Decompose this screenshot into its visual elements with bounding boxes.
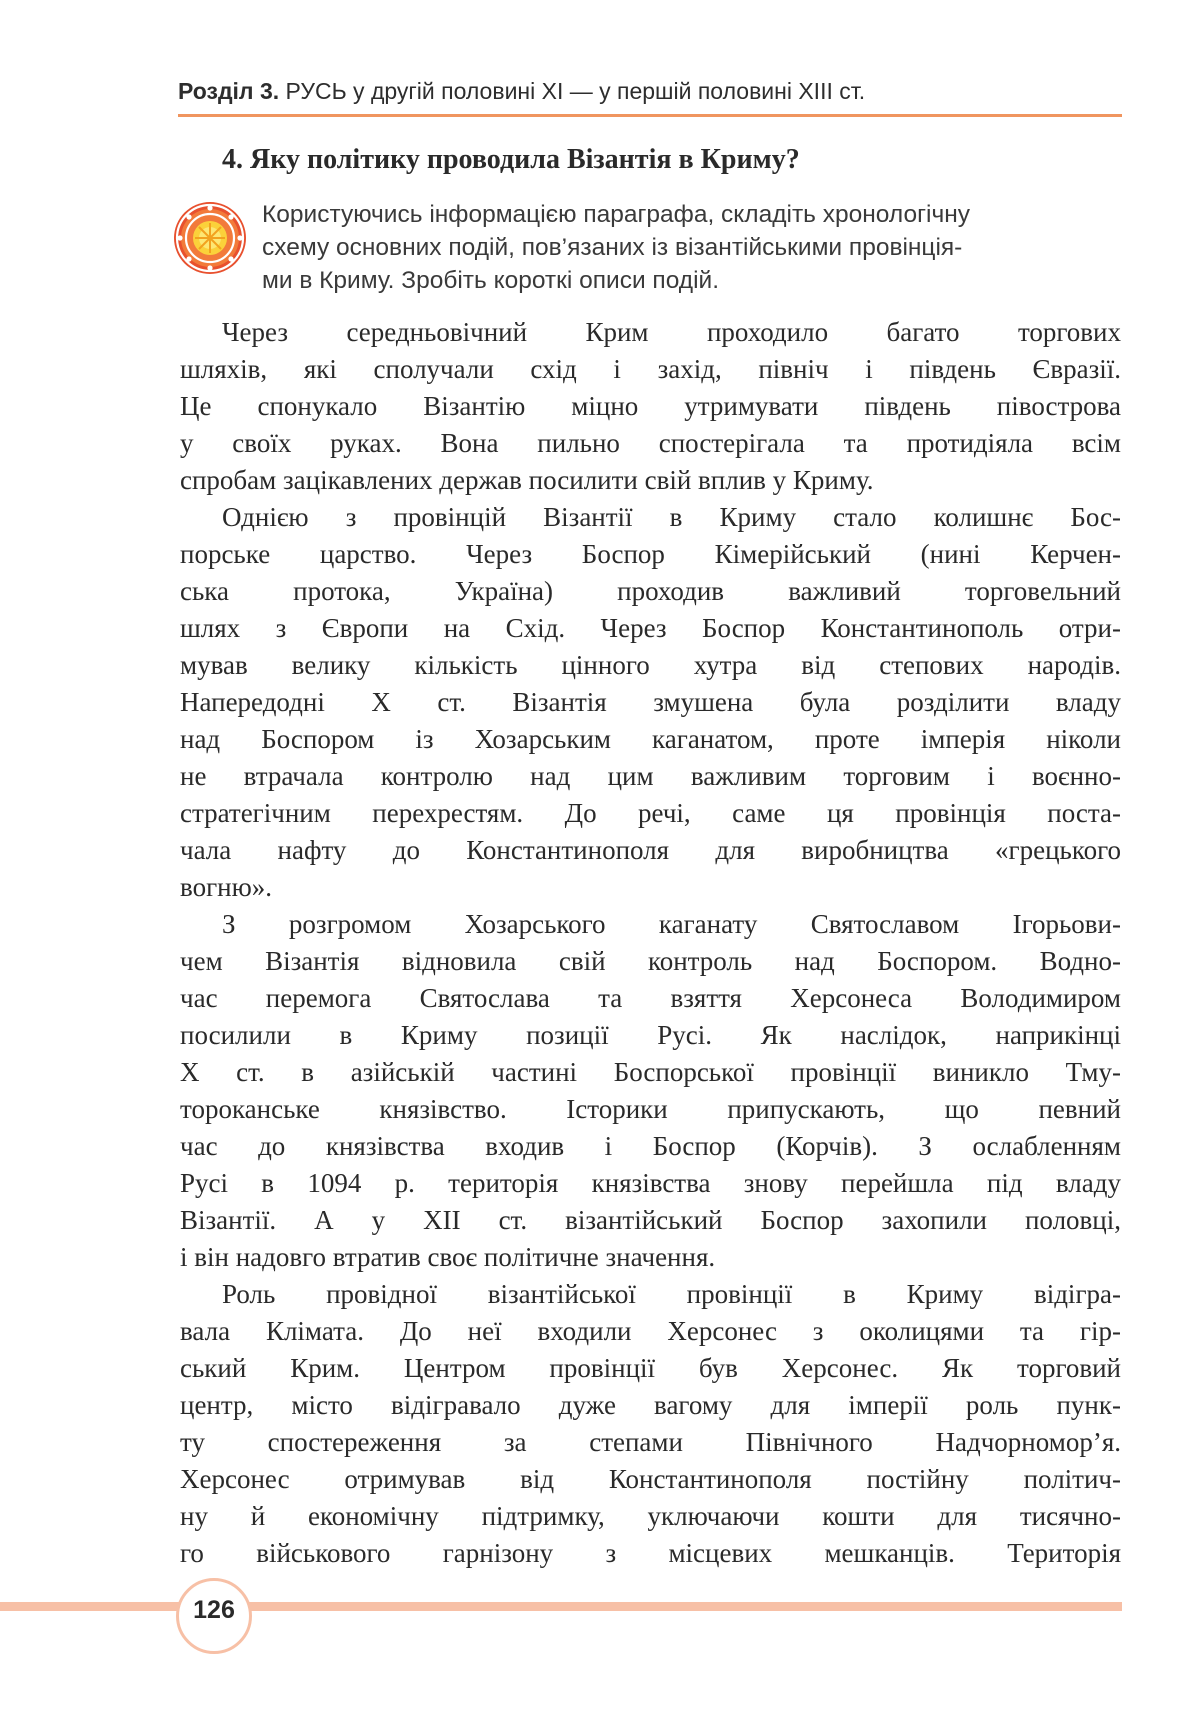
paragraph-line: шляхів, які сполучали схід і захід, північ і південь Євразії. <box>180 354 1121 384</box>
paragraph-line: го військового гарнізону з місцевих мешканців. Територія <box>180 1538 1121 1568</box>
paragraph-line: тороканське князівство. Історики припускають, що певний <box>180 1094 1121 1124</box>
running-head-title: РУСЬ у другій половині XI — у першій половині XIII ст. <box>285 78 866 104</box>
running-head <box>178 78 1118 105</box>
paragraph-line: ський Крим. Центром провінції був Херсонес. Як торговий <box>180 1353 1121 1383</box>
paragraph-line: Херсонес отримував від Константинополя постійну політич- <box>180 1464 1121 1494</box>
task-line: схему основних подій, пов’язаних із візантійськими провінція- <box>262 234 963 261</box>
paragraph-line: час до князівства входив і Боспор (Корчів). З ослабленням <box>180 1131 1121 1161</box>
paragraph-line: у своїх руках. Вона пильно спостерігала та протидіяла всім <box>180 428 1121 458</box>
paragraph-line: ту спостереження за степами Північного Надчорномор’я. <box>180 1427 1121 1457</box>
paragraph-line: чала нафту до Константинополя для виробництва «грецького <box>180 835 1121 865</box>
paragraph-line: Однією з провінцій Візантії в Криму стало колишнє Бос- <box>222 502 1121 532</box>
paragraph-line: Це спонукало Візантію міцно утримувати південь півострова <box>180 391 1121 421</box>
paragraph-line: Напередодні X ст. Візантія змушена була розділити владу <box>180 687 1121 717</box>
task-line: ми в Криму. Зробіть короткі описи подій. <box>262 267 720 294</box>
paragraph-line: не втрачала контролю над цим важливим торговим і воєнно- <box>180 761 1121 791</box>
paragraph-line: мував велику кількість цінного хутра від степових народів. <box>180 650 1121 680</box>
paragraph-line: шлях з Європи на Схід. Через Боспор Константинополь отри- <box>180 613 1121 643</box>
paragraph-line: час перемога Святослава та взяття Херсонеса Володимиром <box>180 983 1121 1013</box>
paragraph-line: З розгромом Хозарського каганату Святославом Ігорьови- <box>222 909 1121 939</box>
paragraph-line: порське царство. Через Боспор Кімерійський (нині Керчен- <box>180 539 1121 569</box>
paragraph-line: Русі в 1094 р. територія князівства знову перейшла під владу <box>180 1168 1121 1198</box>
running-head-section: Розділ 3. <box>178 78 280 104</box>
paragraph-line: X ст. в азійській частині Боспорської провінції виникло Тму- <box>180 1057 1121 1087</box>
paragraph-line: стратегічним перехрестям. До речі, саме ця провінція поста- <box>180 798 1121 828</box>
paragraph-line: спробам зацікавлених держав посилити свій вплив у Криму. <box>180 465 874 495</box>
paragraph-line: центр, місто відігравало дуже вагому для імперії роль пунк- <box>180 1390 1121 1420</box>
paragraph-line: ну й економічну підтримку, уключаючи кошти для тисячно- <box>180 1501 1121 1531</box>
page-number: 126 <box>193 1596 235 1624</box>
paragraph-line: Візантії. А у XII ст. візантійський Боспор захопили половці, <box>180 1205 1121 1235</box>
paragraph-line: над Боспором із Хозарським каганатом, проте імперія ніколи <box>180 724 1121 754</box>
paragraph-line: і він надовго втратив своє політичне значення. <box>180 1242 716 1272</box>
paragraph-line: Через середньовічний Крим проходило багато торгових <box>222 317 1121 347</box>
body-text <box>180 314 1121 1572</box>
ornament-rosette-icon <box>172 200 248 276</box>
paragraph-line: чем Візантія відновила свій контроль над Боспором. Водно- <box>180 946 1121 976</box>
paragraph-line: вала Клімата. До неї входили Херсонес з околицями та гір- <box>180 1316 1121 1346</box>
paragraph-line: Роль провідної візантійської провінції в Криму відігра- <box>222 1279 1121 1309</box>
paragraph-line: ська протока, Україна) проходив важливий торговельний <box>180 576 1121 606</box>
task-line: Користуючись інформацією параграфа, складіть хронологічну <box>262 201 970 228</box>
paragraph-line: вогню». <box>180 872 273 902</box>
section-heading: 4. Яку політику проводила Візантія в Криму? <box>222 144 800 175</box>
task-assignment <box>262 198 1122 297</box>
footer-band <box>0 1602 1122 1611</box>
paragraph-line: посилили в Криму позиції Русі. Як наслідок, наприкінці <box>180 1020 1121 1050</box>
header-divider <box>178 114 1122 117</box>
